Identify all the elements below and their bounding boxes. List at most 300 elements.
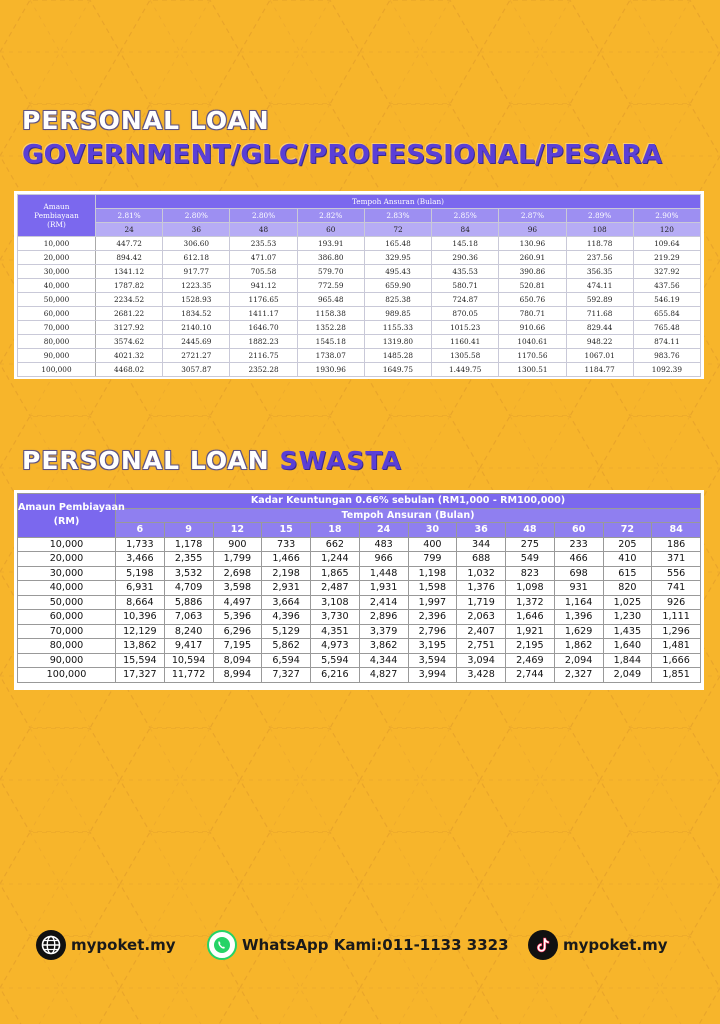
installment-cell: 1646.70 bbox=[230, 321, 297, 335]
installment-cell: 1,376 bbox=[457, 581, 506, 596]
installment-cell: 1787.82 bbox=[96, 279, 163, 293]
table-row bbox=[18, 251, 701, 265]
installment-cell: 659.90 bbox=[364, 279, 431, 293]
table-row bbox=[18, 595, 701, 610]
tenure-header-cell: 48 bbox=[506, 523, 555, 538]
website-label: mypoket.my bbox=[71, 936, 176, 954]
installment-cell: 2,327 bbox=[554, 668, 603, 683]
tenure-header-cell: 48 bbox=[230, 223, 297, 237]
installment-cell: 1,435 bbox=[603, 624, 652, 639]
table-row bbox=[18, 335, 701, 349]
installment-cell: 592.89 bbox=[566, 293, 633, 307]
tenure-header-cell: 96 bbox=[499, 223, 566, 237]
amount-cell: 40,000 bbox=[18, 279, 96, 293]
tenure-group-header: Tempoh Ansuran (Bulan) bbox=[96, 195, 701, 209]
amount-cell: 40,000 bbox=[18, 581, 116, 596]
installment-cell: 874.11 bbox=[633, 335, 700, 349]
installment-cell: 2,198 bbox=[262, 566, 311, 581]
table-row bbox=[18, 610, 701, 625]
amount-cell: 10,000 bbox=[18, 537, 116, 552]
installment-cell: 2140.10 bbox=[163, 321, 230, 335]
private-loan-table bbox=[17, 493, 701, 683]
installment-cell: 1,733 bbox=[116, 537, 165, 552]
table-row bbox=[18, 237, 701, 251]
installment-cell: 1160.41 bbox=[432, 335, 499, 349]
installment-cell: 2,063 bbox=[457, 610, 506, 625]
installment-cell: 260.91 bbox=[499, 251, 566, 265]
installment-cell: 1.449.75 bbox=[432, 363, 499, 377]
rate-header-cell: 2.85% bbox=[432, 209, 499, 223]
installment-cell: 5,396 bbox=[213, 610, 262, 625]
installment-cell: 579.70 bbox=[297, 265, 364, 279]
installment-cell: 1,862 bbox=[554, 639, 603, 654]
tenure-header-cell: 120 bbox=[633, 223, 700, 237]
installment-cell: 1,296 bbox=[652, 624, 701, 639]
installment-cell: 130.96 bbox=[499, 237, 566, 251]
installment-cell: 10,396 bbox=[116, 610, 165, 625]
rate-header-cell: 2.87% bbox=[499, 209, 566, 223]
table-row bbox=[18, 624, 701, 639]
installment-cell: 3,379 bbox=[359, 624, 408, 639]
installment-cell: 3127.92 bbox=[96, 321, 163, 335]
private-loan-table-card bbox=[14, 490, 704, 690]
installment-cell: 520.81 bbox=[499, 279, 566, 293]
installment-cell: 1,640 bbox=[603, 639, 652, 654]
installment-cell: 3,862 bbox=[359, 639, 408, 654]
table-row bbox=[18, 293, 701, 307]
whatsapp-link[interactable] bbox=[207, 930, 509, 960]
installment-cell: 8,664 bbox=[116, 595, 165, 610]
installment-cell: 4,973 bbox=[311, 639, 360, 654]
installment-cell: 711.68 bbox=[566, 307, 633, 321]
installment-cell: 3057.87 bbox=[163, 363, 230, 377]
installment-cell: 983.76 bbox=[633, 349, 700, 363]
installment-cell: 2,094 bbox=[554, 653, 603, 668]
installment-cell: 219.29 bbox=[633, 251, 700, 265]
installment-cell: 705.58 bbox=[230, 265, 297, 279]
installment-cell: 724.87 bbox=[432, 293, 499, 307]
installment-cell: 5,886 bbox=[164, 595, 213, 610]
installment-cell: 186 bbox=[652, 537, 701, 552]
installment-cell: 3,108 bbox=[311, 595, 360, 610]
installment-cell: 17,327 bbox=[116, 668, 165, 683]
amount-header: Amaun Pembiayaan (RM) bbox=[18, 195, 96, 237]
installment-cell: 6,216 bbox=[311, 668, 360, 683]
installment-cell: 4,827 bbox=[359, 668, 408, 683]
installment-cell: 233 bbox=[554, 537, 603, 552]
installment-cell: 1,448 bbox=[359, 566, 408, 581]
amount-cell: 80,000 bbox=[18, 335, 96, 349]
tiktok-link[interactable] bbox=[528, 930, 667, 960]
installment-cell: 989.85 bbox=[364, 307, 431, 321]
tenure-header-cell: 108 bbox=[566, 223, 633, 237]
installment-cell: 471.07 bbox=[230, 251, 297, 265]
installment-cell: 917.77 bbox=[163, 265, 230, 279]
installment-cell: 495.43 bbox=[364, 265, 431, 279]
table-row bbox=[18, 639, 701, 654]
installment-cell: 655.84 bbox=[633, 307, 700, 321]
installment-cell: 615 bbox=[603, 566, 652, 581]
tenure-header-cell: 72 bbox=[364, 223, 431, 237]
installment-cell: 772.59 bbox=[297, 279, 364, 293]
installment-cell: 1,997 bbox=[408, 595, 457, 610]
installment-cell: 1223.35 bbox=[163, 279, 230, 293]
whatsapp-label: WhatsApp Kami:011-1133 3323 bbox=[242, 936, 509, 954]
amount-header: Amaun Pembiayaan (RM) bbox=[18, 494, 116, 538]
installment-cell: 1158.38 bbox=[297, 307, 364, 321]
installment-cell: 2116.75 bbox=[230, 349, 297, 363]
installment-cell: 466 bbox=[554, 552, 603, 567]
amount-cell: 20,000 bbox=[18, 251, 96, 265]
installment-cell: 966 bbox=[359, 552, 408, 567]
amount-cell: 100,000 bbox=[18, 668, 116, 683]
section2-title: PERSONAL LOAN SWASTA bbox=[22, 446, 402, 475]
installment-cell: 1,851 bbox=[652, 668, 701, 683]
tenure-header-cell: 72 bbox=[603, 523, 652, 538]
tenure-header-cell: 12 bbox=[213, 523, 262, 538]
installment-cell: 1341.12 bbox=[96, 265, 163, 279]
installment-cell: 2,469 bbox=[506, 653, 555, 668]
amount-cell: 50,000 bbox=[18, 595, 116, 610]
installment-cell: 1,396 bbox=[554, 610, 603, 625]
installment-cell: 145.18 bbox=[432, 237, 499, 251]
amount-cell: 30,000 bbox=[18, 566, 116, 581]
tiktok-label: mypoket.my bbox=[563, 936, 668, 954]
installment-cell: 910.66 bbox=[499, 321, 566, 335]
tenure-header-cell: 84 bbox=[432, 223, 499, 237]
installment-cell: 900 bbox=[213, 537, 262, 552]
tenure-header-cell: 84 bbox=[652, 523, 701, 538]
installment-cell: 5,129 bbox=[262, 624, 311, 639]
amount-cell: 30,000 bbox=[18, 265, 96, 279]
rate-header-cell: 2.90% bbox=[633, 209, 700, 223]
installment-cell: 4,709 bbox=[164, 581, 213, 596]
amount-cell: 50,000 bbox=[18, 293, 96, 307]
installment-cell: 371 bbox=[652, 552, 701, 567]
amount-cell: 10,000 bbox=[18, 237, 96, 251]
tiktok-icon bbox=[528, 930, 558, 960]
section1-subtitle: GOVERNMENT/GLC/PROFESSIONAL/PESARA bbox=[22, 140, 663, 170]
installment-cell: 1485.28 bbox=[364, 349, 431, 363]
installment-cell: 7,327 bbox=[262, 668, 311, 683]
installment-cell: 6,296 bbox=[213, 624, 262, 639]
installment-cell: 1,481 bbox=[652, 639, 701, 654]
website-link[interactable] bbox=[36, 930, 175, 960]
installment-cell: 1,799 bbox=[213, 552, 262, 567]
installment-cell: 556 bbox=[652, 566, 701, 581]
installment-cell: 165.48 bbox=[364, 237, 431, 251]
installment-cell: 8,094 bbox=[213, 653, 262, 668]
installment-cell: 9,417 bbox=[164, 639, 213, 654]
installment-cell: 662 bbox=[311, 537, 360, 552]
installment-cell: 2,698 bbox=[213, 566, 262, 581]
installment-cell: 3,594 bbox=[408, 653, 457, 668]
installment-cell: 3,598 bbox=[213, 581, 262, 596]
installment-cell: 400 bbox=[408, 537, 457, 552]
installment-cell: 612.18 bbox=[163, 251, 230, 265]
amount-cell: 60,000 bbox=[18, 610, 116, 625]
installment-cell: 1,865 bbox=[311, 566, 360, 581]
tenure-header-cell: 24 bbox=[96, 223, 163, 237]
installment-cell: 1352.28 bbox=[297, 321, 364, 335]
table-row bbox=[18, 537, 701, 552]
amount-cell: 20,000 bbox=[18, 552, 116, 567]
installment-cell: 1,230 bbox=[603, 610, 652, 625]
installment-cell: 1176.65 bbox=[230, 293, 297, 307]
installment-cell: 390.86 bbox=[499, 265, 566, 279]
installment-cell: 10,594 bbox=[164, 653, 213, 668]
installment-cell: 1092.39 bbox=[633, 363, 700, 377]
installment-cell: 7,195 bbox=[213, 639, 262, 654]
installment-cell: 2,931 bbox=[262, 581, 311, 596]
installment-cell: 3,664 bbox=[262, 595, 311, 610]
installment-cell: 306.60 bbox=[163, 237, 230, 251]
rate-header-cell: 2.83% bbox=[364, 209, 431, 223]
table-row bbox=[18, 265, 701, 279]
installment-cell: 1545.18 bbox=[297, 335, 364, 349]
installment-cell: 8,240 bbox=[164, 624, 213, 639]
installment-cell: 474.11 bbox=[566, 279, 633, 293]
installment-cell: 870.05 bbox=[432, 307, 499, 321]
table-row bbox=[18, 307, 701, 321]
installment-cell: 1,244 bbox=[311, 552, 360, 567]
installment-cell: 799 bbox=[408, 552, 457, 567]
installment-cell: 3,730 bbox=[311, 610, 360, 625]
installment-cell: 1040.61 bbox=[499, 335, 566, 349]
installment-cell: 4468.02 bbox=[96, 363, 163, 377]
installment-cell: 650.76 bbox=[499, 293, 566, 307]
rate-header: Kadar Keuntungan 0.66% sebulan (RM1,000 - RM100,000) bbox=[116, 494, 701, 509]
installment-cell: 2,414 bbox=[359, 595, 408, 610]
installment-cell: 3,428 bbox=[457, 668, 506, 683]
installment-cell: 894.42 bbox=[96, 251, 163, 265]
tenure-header-cell: 60 bbox=[297, 223, 364, 237]
installment-cell: 12,129 bbox=[116, 624, 165, 639]
installment-cell: 1,844 bbox=[603, 653, 652, 668]
installment-cell: 1834.52 bbox=[163, 307, 230, 321]
installment-cell: 2,744 bbox=[506, 668, 555, 683]
table-row bbox=[18, 581, 701, 596]
government-loan-table-card bbox=[14, 191, 704, 379]
installment-cell: 356.35 bbox=[566, 265, 633, 279]
installment-cell: 410 bbox=[603, 552, 652, 567]
tenure-header-cell: 24 bbox=[359, 523, 408, 538]
installment-cell: 386.80 bbox=[297, 251, 364, 265]
table-row bbox=[18, 349, 701, 363]
installment-cell: 1930.96 bbox=[297, 363, 364, 377]
installment-cell: 1,719 bbox=[457, 595, 506, 610]
installment-cell: 447.72 bbox=[96, 237, 163, 251]
installment-cell: 235.53 bbox=[230, 237, 297, 251]
installment-cell: 1305.58 bbox=[432, 349, 499, 363]
installment-cell: 344 bbox=[457, 537, 506, 552]
installment-cell: 275 bbox=[506, 537, 555, 552]
amount-cell: 80,000 bbox=[18, 639, 116, 654]
installment-cell: 688 bbox=[457, 552, 506, 567]
installment-cell: 546.19 bbox=[633, 293, 700, 307]
installment-cell: 193.91 bbox=[297, 237, 364, 251]
rate-header-cell: 2.81% bbox=[96, 209, 163, 223]
installment-cell: 1882.23 bbox=[230, 335, 297, 349]
installment-cell: 2,896 bbox=[359, 610, 408, 625]
table-row bbox=[18, 552, 701, 567]
globe-icon bbox=[36, 930, 66, 960]
tenure-header-cell: 60 bbox=[554, 523, 603, 538]
installment-cell: 7,063 bbox=[164, 610, 213, 625]
installment-cell: 109.64 bbox=[633, 237, 700, 251]
installment-cell: 941.12 bbox=[230, 279, 297, 293]
installment-cell: 15,594 bbox=[116, 653, 165, 668]
rate-header-cell: 2.82% bbox=[297, 209, 364, 223]
installment-cell: 698 bbox=[554, 566, 603, 581]
tenure-header-cell: 36 bbox=[457, 523, 506, 538]
installment-cell: 965.48 bbox=[297, 293, 364, 307]
installment-cell: 1528.93 bbox=[163, 293, 230, 307]
installment-cell: 3,994 bbox=[408, 668, 457, 683]
installment-cell: 1,598 bbox=[408, 581, 457, 596]
amount-cell: 70,000 bbox=[18, 624, 116, 639]
amount-cell: 100,000 bbox=[18, 363, 96, 377]
installment-cell: 2,407 bbox=[457, 624, 506, 639]
installment-cell: 948.22 bbox=[566, 335, 633, 349]
installment-cell: 8,994 bbox=[213, 668, 262, 683]
installment-cell: 1170.56 bbox=[499, 349, 566, 363]
installment-cell: 1738.07 bbox=[297, 349, 364, 363]
installment-cell: 1184.77 bbox=[566, 363, 633, 377]
installment-cell: 5,594 bbox=[311, 653, 360, 668]
installment-cell: 327.92 bbox=[633, 265, 700, 279]
table-row bbox=[18, 363, 701, 377]
installment-cell: 3,466 bbox=[116, 552, 165, 567]
installment-cell: 5,862 bbox=[262, 639, 311, 654]
installment-cell: 1319.80 bbox=[364, 335, 431, 349]
amount-cell: 70,000 bbox=[18, 321, 96, 335]
installment-cell: 205 bbox=[603, 537, 652, 552]
installment-cell: 765.48 bbox=[633, 321, 700, 335]
tenure-header-cell: 36 bbox=[163, 223, 230, 237]
installment-cell: 1,111 bbox=[652, 610, 701, 625]
tenure-header-cell: 6 bbox=[116, 523, 165, 538]
installment-cell: 1,931 bbox=[359, 581, 408, 596]
installment-cell: 237.56 bbox=[566, 251, 633, 265]
installment-cell: 118.78 bbox=[566, 237, 633, 251]
installment-cell: 823 bbox=[506, 566, 555, 581]
installment-cell: 1,198 bbox=[408, 566, 457, 581]
installment-cell: 733 bbox=[262, 537, 311, 552]
installment-cell: 2721.27 bbox=[163, 349, 230, 363]
installment-cell: 829.44 bbox=[566, 321, 633, 335]
installment-cell: 3574.62 bbox=[96, 335, 163, 349]
amount-cell: 90,000 bbox=[18, 349, 96, 363]
installment-cell: 580.71 bbox=[432, 279, 499, 293]
installment-cell: 2234.52 bbox=[96, 293, 163, 307]
table-row bbox=[18, 653, 701, 668]
tenure-header-cell: 9 bbox=[164, 523, 213, 538]
installment-cell: 1,466 bbox=[262, 552, 311, 567]
installment-cell: 2445.69 bbox=[163, 335, 230, 349]
installment-cell: 435.53 bbox=[432, 265, 499, 279]
installment-cell: 4021.32 bbox=[96, 349, 163, 363]
installment-cell: 1,372 bbox=[506, 595, 555, 610]
installment-cell: 1411.17 bbox=[230, 307, 297, 321]
installment-cell: 2,049 bbox=[603, 668, 652, 683]
amount-cell: 60,000 bbox=[18, 307, 96, 321]
installment-cell: 13,862 bbox=[116, 639, 165, 654]
installment-cell: 1,032 bbox=[457, 566, 506, 581]
rate-header-cell: 2.89% bbox=[566, 209, 633, 223]
installment-cell: 1300.51 bbox=[499, 363, 566, 377]
installment-cell: 4,344 bbox=[359, 653, 408, 668]
government-loan-table bbox=[17, 194, 701, 377]
installment-cell: 290.36 bbox=[432, 251, 499, 265]
installment-cell: 6,594 bbox=[262, 653, 311, 668]
installment-cell: 2,195 bbox=[506, 639, 555, 654]
installment-cell: 6,931 bbox=[116, 581, 165, 596]
installment-cell: 437.56 bbox=[633, 279, 700, 293]
installment-cell: 931 bbox=[554, 581, 603, 596]
installment-cell: 549 bbox=[506, 552, 555, 567]
installment-cell: 780.71 bbox=[499, 307, 566, 321]
installment-cell: 926 bbox=[652, 595, 701, 610]
installment-cell: 1,098 bbox=[506, 581, 555, 596]
installment-cell: 2,751 bbox=[457, 639, 506, 654]
installment-cell: 1015.23 bbox=[432, 321, 499, 335]
installment-cell: 329.95 bbox=[364, 251, 431, 265]
installment-cell: 3,532 bbox=[164, 566, 213, 581]
installment-cell: 1,025 bbox=[603, 595, 652, 610]
installment-cell: 2,396 bbox=[408, 610, 457, 625]
installment-cell: 11,772 bbox=[164, 668, 213, 683]
installment-cell: 1,164 bbox=[554, 595, 603, 610]
installment-cell: 483 bbox=[359, 537, 408, 552]
installment-cell: 4,396 bbox=[262, 610, 311, 625]
installment-cell: 2681.22 bbox=[96, 307, 163, 321]
whatsapp-icon bbox=[207, 930, 237, 960]
tenure-group-header: Tempoh Ansuran (Bulan) bbox=[116, 508, 701, 523]
installment-cell: 741 bbox=[652, 581, 701, 596]
installment-cell: 820 bbox=[603, 581, 652, 596]
installment-cell: 4,497 bbox=[213, 595, 262, 610]
installment-cell: 1649.75 bbox=[364, 363, 431, 377]
table-row bbox=[18, 321, 701, 335]
rate-header-cell: 2.80% bbox=[230, 209, 297, 223]
installment-cell: 2,796 bbox=[408, 624, 457, 639]
installment-cell: 1155.33 bbox=[364, 321, 431, 335]
installment-cell: 2,487 bbox=[311, 581, 360, 596]
rate-header-cell: 2.80% bbox=[163, 209, 230, 223]
tenure-header-cell: 15 bbox=[262, 523, 311, 538]
installment-cell: 825.38 bbox=[364, 293, 431, 307]
table-row bbox=[18, 668, 701, 683]
installment-cell: 1,921 bbox=[506, 624, 555, 639]
installment-cell: 4,351 bbox=[311, 624, 360, 639]
amount-cell: 90,000 bbox=[18, 653, 116, 668]
installment-cell: 1067.01 bbox=[566, 349, 633, 363]
tenure-header-cell: 18 bbox=[311, 523, 360, 538]
installment-cell: 3,195 bbox=[408, 639, 457, 654]
installment-cell: 1,666 bbox=[652, 653, 701, 668]
table-row bbox=[18, 279, 701, 293]
tenure-header-cell: 30 bbox=[408, 523, 457, 538]
section1-title: PERSONAL LOAN bbox=[22, 106, 270, 135]
installment-cell: 2,355 bbox=[164, 552, 213, 567]
table-row bbox=[18, 566, 701, 581]
installment-cell: 1,646 bbox=[506, 610, 555, 625]
installment-cell: 1,178 bbox=[164, 537, 213, 552]
installment-cell: 2352.28 bbox=[230, 363, 297, 377]
installment-cell: 3,094 bbox=[457, 653, 506, 668]
installment-cell: 5,198 bbox=[116, 566, 165, 581]
